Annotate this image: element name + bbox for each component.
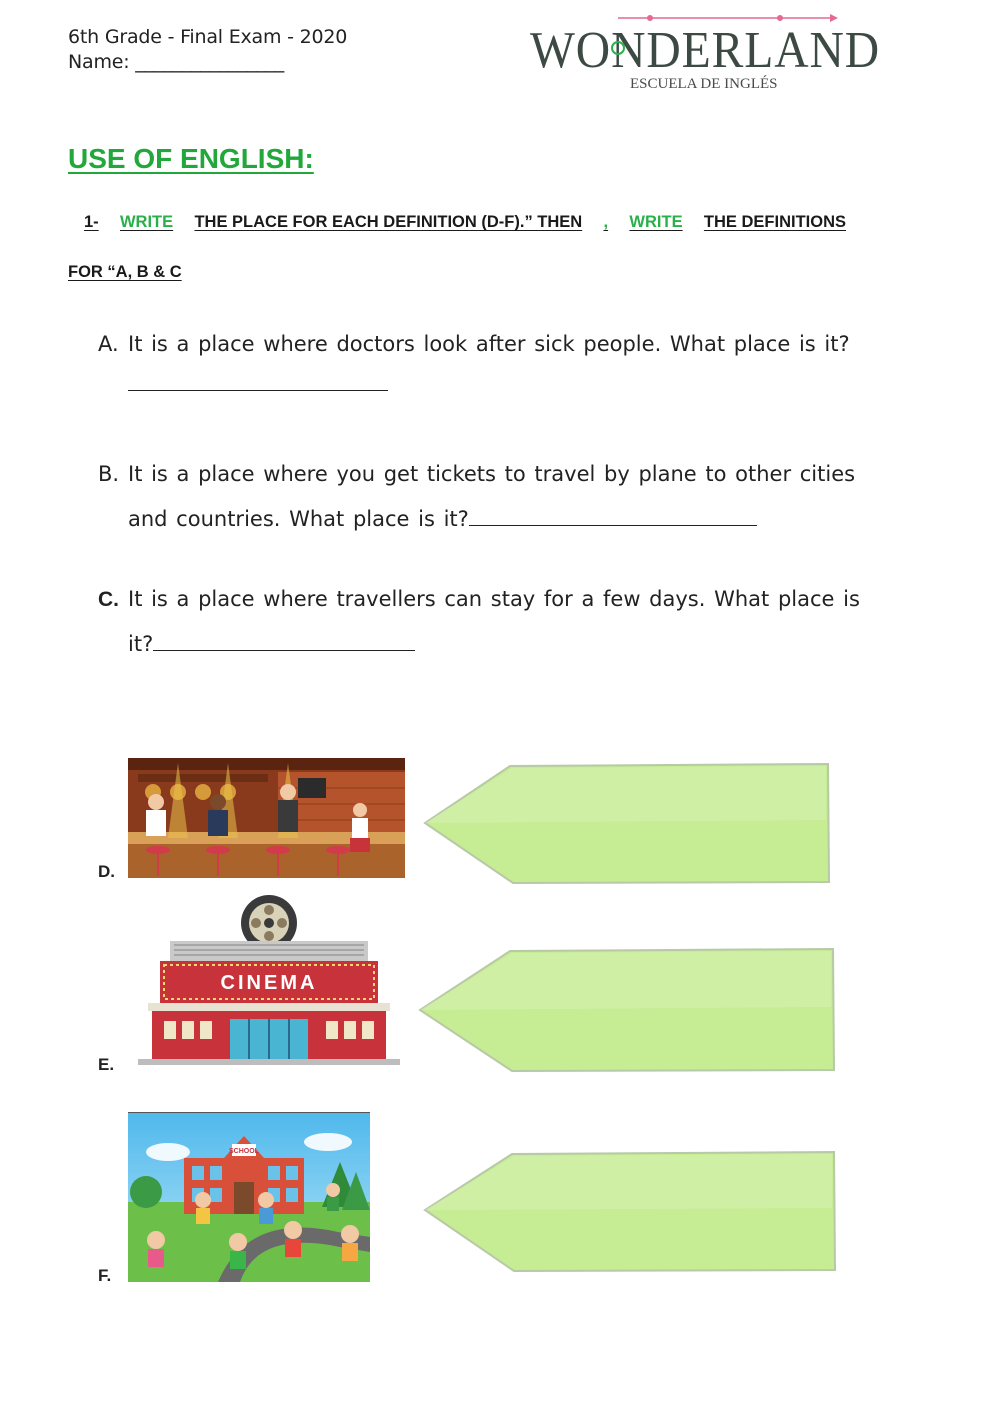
question-letter: B. [98, 462, 120, 486]
answer-blank-b[interactable] [469, 508, 757, 526]
school-children-illustration [128, 1112, 370, 1282]
question-letter: A. [98, 332, 119, 356]
section-title: USE OF ENGLISH: [68, 143, 314, 174]
answer-arrow-f[interactable] [420, 1148, 840, 1278]
instruction-line-1 [84, 213, 846, 232]
cinema-building-illustration [138, 893, 400, 1068]
question-text-continued: it? [128, 632, 154, 656]
instruction-line-2: FOR “A, B & C [68, 263, 182, 281]
instruction-write-2: WRITE [629, 213, 683, 231]
instruction-write-1: WRITE [119, 213, 174, 231]
picture-label-e: E. [98, 1055, 115, 1074]
answer-blank-a[interactable] [128, 373, 388, 391]
svg-text:ESCUELA DE INGLÉS: ESCUELA DE INGLÉS [630, 76, 778, 92]
question-text: It is a place where doctors look after sick people. What place is it? [128, 332, 850, 356]
picture-label-f: F. [98, 1266, 112, 1285]
svg-text:SCHOOL: SCHOOL [229, 1148, 259, 1155]
question-text: It is a place where you get tickets to travel by plane to other cities [128, 462, 856, 486]
answer-blank-c[interactable] [153, 633, 415, 651]
answer-arrow-d[interactable] [420, 760, 835, 888]
instruction-comma: , [603, 213, 609, 231]
name-field-label: Name: ________________ [68, 51, 285, 73]
exam-header-title: 6th Grade - Final Exam - 2020 [68, 26, 348, 48]
instruction-number: 1- [84, 213, 99, 231]
question-text-continued: and countries. What place is it? [128, 507, 469, 531]
question-b [98, 462, 856, 531]
picture-label-d: D. [98, 862, 115, 881]
svg-text:CINEMA: CINEMA [220, 972, 318, 994]
question-c [98, 587, 860, 656]
bar-scene-illustration [128, 758, 405, 878]
instruction-part-1: THE PLACE FOR EACH DEFINITION (D-F).” THEN [194, 213, 583, 231]
instruction-part-2: THE DEFINITIONS [703, 213, 846, 231]
question-letter: C. [98, 588, 119, 611]
answer-arrow-e[interactable] [415, 945, 840, 1077]
svg-text:WONDERLAND: WONDERLAND [530, 22, 880, 79]
question-a [98, 332, 850, 356]
question-text: It is a place where travellers can stay for a few days. What place is [128, 587, 860, 611]
wonderland-logo [530, 12, 885, 94]
